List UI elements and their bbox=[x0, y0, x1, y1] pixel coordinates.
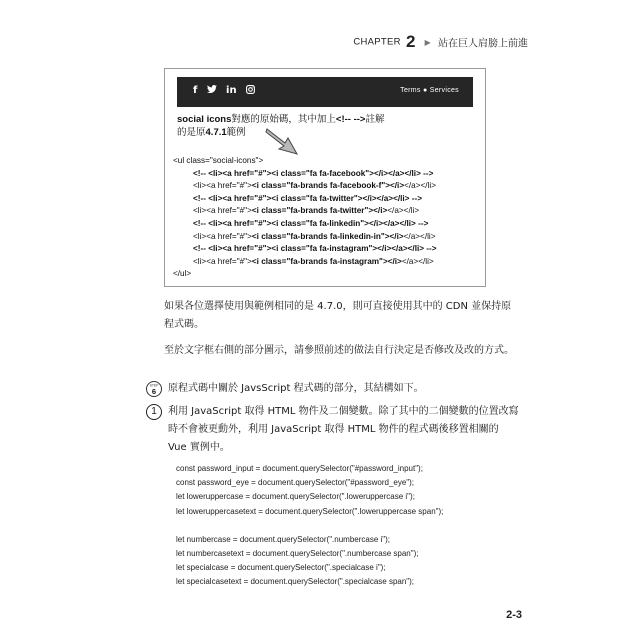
chapter-title: 站在巨人肩膀上前進 bbox=[438, 38, 528, 50]
chapter-number: 2 bbox=[406, 32, 416, 51]
figure-navbar bbox=[177, 77, 473, 107]
twitter-icon bbox=[207, 85, 220, 96]
code-line: const password_input = document.querySelector("#password_input"); bbox=[176, 464, 423, 473]
code-lines bbox=[173, 168, 483, 269]
ul-close-tag: </ul> bbox=[173, 269, 192, 279]
substep-1-number: 1 bbox=[146, 404, 162, 420]
caption-version: 4.7.1 bbox=[205, 127, 227, 138]
page-number: 2-3 bbox=[506, 609, 522, 621]
caption-text: 對應的原始碼，其中加上 bbox=[231, 114, 336, 125]
code-line: <!-- <li><a href="#"><i class="fa fa-facebook"></i></a></li> --> bbox=[193, 168, 434, 178]
step-badge-icon bbox=[146, 381, 162, 397]
linkedin-icon: in bbox=[226, 85, 237, 96]
code-group-2 bbox=[176, 533, 506, 590]
footer-menu: Terms ● Services bbox=[400, 87, 459, 94]
caption-text-end: 註解 bbox=[365, 114, 385, 125]
running-header bbox=[0, 32, 528, 52]
caption-line2: 的是原 bbox=[177, 127, 206, 138]
code-line: <li><a href="#"><i class="fa-brands fa-linkedin-in"></i></a></li> bbox=[193, 231, 436, 241]
svg-text:STEP: STEP bbox=[149, 383, 159, 388]
triangle-icon: ▶ bbox=[424, 37, 431, 47]
code-line: let specialcasetext = document.querySelector(".specialcase span"); bbox=[176, 577, 415, 587]
instagram-icon bbox=[246, 85, 255, 96]
step-6-text: 原程式碼中關於 JavsScript 程式碼的部分，其結構如下。 bbox=[168, 383, 424, 394]
code-line: let loweruppercase = document.querySelector(".loweruppercase i"); bbox=[176, 492, 415, 502]
pointer-arrow-icon bbox=[265, 127, 301, 157]
code-line: const password_eye = document.querySelector("#password_eye"); bbox=[176, 478, 415, 488]
figure-caption bbox=[177, 113, 477, 139]
js-code-block bbox=[176, 462, 506, 590]
caption-line2-end: 範例 bbox=[226, 127, 246, 138]
code-line: <!-- <li><a href="#"><i class="fa fa-instagram"></i></a></li> --> bbox=[193, 244, 437, 254]
step-6-number: 6 bbox=[151, 387, 157, 396]
substep-1-text: 利用 JavaScript 取得 HTML 物件及二個變數。除了其中的二個變數的位置改寫時不會被更動外，利用 JavaScript 取得 HTML 物件的程式碼後移置相關的 Vue 實例中。 bbox=[168, 406, 519, 453]
code-line: <!-- <li><a href="#"><i class="fa fa-twitter"></i></a></li> --> bbox=[193, 193, 422, 203]
code-line: <li><a href="#"><i class="fa-brands fa-instagram"></i></a></li> bbox=[193, 256, 434, 266]
code-line: <li><a href="#"><i class="fa-brands fa-facebook-f"></i></a></li> bbox=[193, 181, 436, 191]
code-group-1 bbox=[176, 462, 506, 519]
paragraph-cdn: 如果各位選擇使用與範例相同的是 4.7.0，則可直接使用其中的 CDN 並保持原程式碼。 bbox=[164, 301, 512, 330]
figure-code-block bbox=[173, 155, 483, 281]
social-icons bbox=[193, 85, 261, 96]
code-line: let numbercase = document.querySelector(".numbercase i"); bbox=[176, 534, 391, 544]
facebook-icon: f bbox=[193, 85, 198, 96]
caption-comment: <!-- --> bbox=[335, 114, 366, 125]
caption-bold-social: social icons bbox=[177, 114, 232, 125]
ul-open-tag: <ul class="social-icons"> bbox=[173, 156, 264, 165]
code-line: let numbercasetext = document.querySelector(".numbercase span"); bbox=[176, 549, 419, 559]
screenshot-figure bbox=[164, 68, 486, 287]
code-line: let specialcase = document.querySelector(".specialcase i"); bbox=[176, 563, 386, 573]
code-line: <li><a href="#"><i class="fa-brands fa-twitter"></i></a></li> bbox=[193, 206, 420, 216]
paragraph-icons: 至於文字框右側的部分圖示，請參照前述的做法自行決定是否修改及改的方式。 bbox=[164, 345, 514, 356]
chapter-label: CHAPTER bbox=[353, 36, 401, 48]
code-line: <!-- <li><a href="#"><i class="fa fa-linkedin"></i></a></li> --> bbox=[193, 218, 429, 228]
code-line: let loweruppercasetext = document.querySelector(".loweruppercase span"); bbox=[176, 506, 444, 516]
